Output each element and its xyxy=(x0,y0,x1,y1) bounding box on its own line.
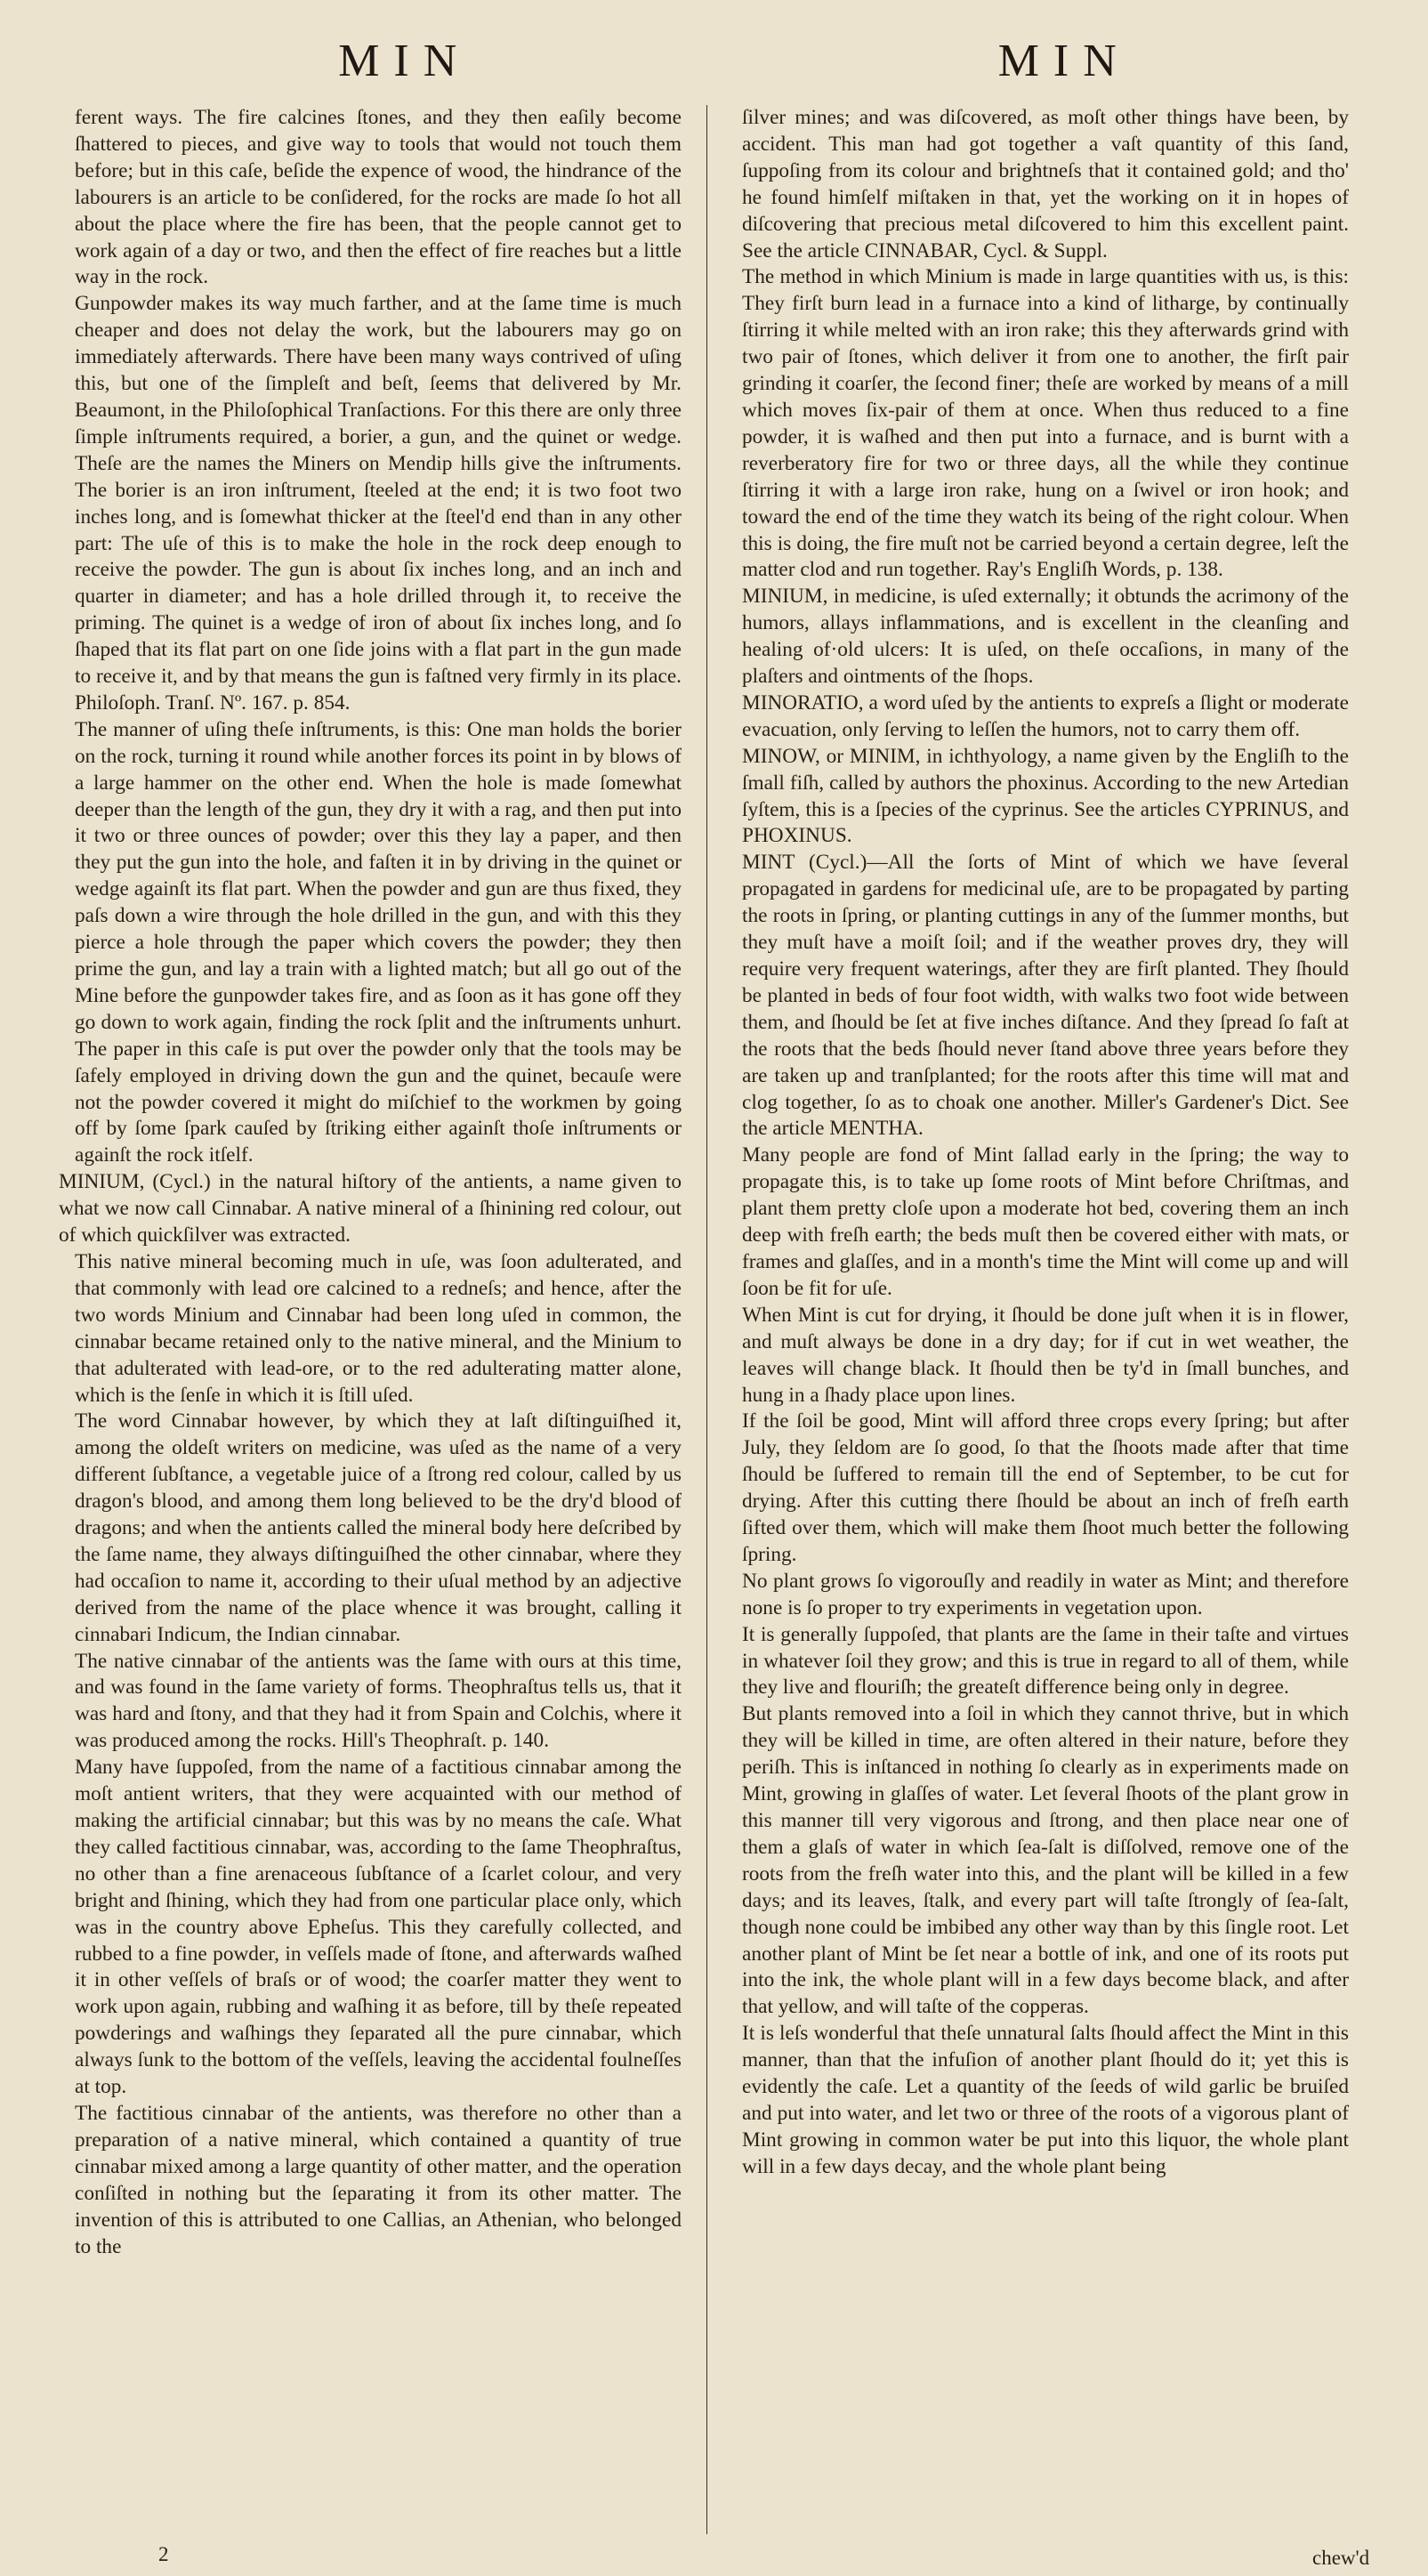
paragraph: If the ſoil be good, Mint will afford three crops every ſpring; but after July, they ſeldom are ſo good, ſo that the ſhoots made after that time ſhould be ſuffered to remain till the end of September, to be cut for drying. After this cutting there ſhould be about an inch of freſh earth ſifted over them, which will make them ſhoot much better the following ſpring. xyxy=(742,1409,1349,1566)
paragraph: This native mineral becoming much in uſe, was ſoon adulterated, and that commonly with lead ore calcined to a redneſs; and hence, after the two words Minium and Cinnabar had been long uſed in common, the cinnabar became retained only to the native mineral, and the Minium to that adulterated with lead-ore, or to the red adulterating matter alone, which is the ſenſe in which it is ſtill uſed. xyxy=(75,1249,682,1407)
entry-minium: MINIUM, (Cycl.) in the natural hiſtory of the antients, a name given to what we now call Cinnabar. A native mineral of a ſhinining red colour, out of which quickſilver was extracted. xyxy=(59,1170,682,1248)
entry-minow: MINOW, or MINIM, in ichthyology, a name given by the Engliſh to the ſmall fiſh, called by authors the phoxinus. According to the new Artedian ſyſtem, this is a ſpecies of the cyprinus. See the articles CYPRINUS, and PHOXINUS. xyxy=(742,744,1349,848)
paragraph: But plants removed into a ſoil in which they cannot thrive, but in which they will be killed in time, are often altered in their nature, before they periſh. This is inſtanced in nothing ſo clearly as in experiments made on Mint, growing in glaſſes of water. Let ſeveral ſhoots of the plant grow in this manner till very vigorous and ſtrong, and then place near one of them a glaſs of water in which ſea-ſalt is diſſolved, remove one of the roots from the freſh water into this, and the plant will be killed in a few days; and its leaves, ſtalk, and every part will taſte ſtrongly of ſea-ſalt, though none could be imbibed any other way than by this ſingle root. Let another plant of Mint be ſet near a bottle of ink, and one of its roots put into the ink, the whole plant will in a few days become black, and after that yellow, and will taſte of the copperas. xyxy=(742,1702,1349,2019)
text-columns xyxy=(59,105,1394,2534)
right-column xyxy=(742,105,1349,2534)
paragraph: Gunpowder makes its way much farther, and at the ſame time is much cheaper and does not delay the work, but the labourers may go on immediately afterwards. There have been many ways contrived of uſing this, but one of the ſimpleſt and beſt, ſeems that delivered by Mr. Beaumont, in the Philoſophical Tranſactions. For this there are only three ſimple inſtruments required, a borier, a gun, and the quinet or wedge. Theſe are the names the Miners on Mendip hills give the inſtruments. The borier is an iron inſtrument, ſteeled at the end; it is two foot two inches long, and is ſomewhat thicker at the ſteel'd end than in any other part: The uſe of this is to make the hole in the rock deep enough to receive the powder. The gun is about ſix inches long, and an inch and quarter in diameter; and has a hole drilled through it, to receive the priming. The quinet is a wedge of iron of about ſix inches long, and ſo ſhaped that its flat part on one ſide joins with a flat part in the gun made to receive it, and by that means the gun is faſtned very firmly in its place. Philoſoph. Tranſ. Nº. 167. p. 854. xyxy=(75,292,682,715)
catchword: chew'd xyxy=(1312,2547,1370,2569)
paragraph: The factitious cinnabar of the antients, was therefore no other than a preparation of a native mineral, which contained a quantity of true cinnabar mixed among a large quantity of other matter, and the operation conſiſted in nothing but the ſeparating it from its other matter. The invention of this is attributed to one Callias, an Athenian, who belonged to the xyxy=(75,2101,682,2258)
paragraph: No plant grows ſo vigorouſly and readily in water as Mint; and therefore none is ſo proper to try experiments in vegetation upon. xyxy=(742,1569,1349,1619)
paragraph: ſilver mines; and was diſcovered, as moſt other things have been, by accident. This man had got together a vaſt quantity of this ſand, ſuppoſing from its colour and brightneſs that it contained gold; and tho' he found himſelf miſtaken in that, yet the working on it in hopes of diſcovering that precious metal diſcovered to him this excellent paint. See the article CINNABAR, Cycl. & Suppl. xyxy=(742,106,1349,262)
running-header xyxy=(75,32,1394,91)
paragraph: The native cinnabar of the antients was the ſame with ours at this time, and was found in the ſame variety of forms. Theophraſtus tells us, that it was hard and ſtony, and that they had it from Spain and Colchis, where it was produced among the rocks. Hill's Theophraſt. p. 140. xyxy=(75,1649,682,1753)
entry-minoratio: MINORATIO, a word uſed by the antients to expreſs a ſlight or moderate evacuation, only ſerving to leſſen the humors, not to carry them off. xyxy=(742,690,1349,741)
entry-minium-medicine: MINIUM, in medicine, is uſed externally; it obtunds the acrimony of the humors, allays inflammations, and is excellent in the cleanſing and healing of·old ulcers: It is uſed, on theſe occaſions, in many of the plaſters and ointments of the ſhops. xyxy=(742,585,1349,689)
paragraph: Many people are fond of Mint ſallad early in the ſpring; the way to propagate this, is to take up ſome roots of Mint before Chriſtmas, and plant them pretty cloſe upon a moderate hot bed, covering them an inch deep with freſh earth; the beds muſt then be covered either with mats, or frames and glaſſes, and in a month's time the Mint will come up and will ſoon be fit for uſe. xyxy=(742,1143,1349,1300)
paragraph: The manner of uſing theſe inſtruments, is this: One man holds the borier on the rock, turning it round while another forces its point in by blows of a large hammer on the other end. When the hole is made ſomewhat deeper than the length of the gun, they dry it with a rag, and then put into it two or three ounces of powder; over this they lay a paper, and then they put the gun into the hole, and faſten it in by driving in the quinet or wedge againſt its flat part. When the powder and gun are thus fixed, they paſs down a wire through the hole drilled in the gun, and with this they pierce a hole through the paper which covers the powder; they then prime the gun, and lay a train with a lighted match; but all go out of the Mine before the gunpowder takes fire, and as ſoon as it has gone off they go down to work again, finding the rock ſplit and the inſtruments unhurt. The paper in this caſe is put over the powder only that the tools may be ſafely employed in driving down the gun and the quinet, becauſe were not the powder covered it might do miſchief to the workmen by going off by ſome ſpark cauſed by ſtriking either againſt thoſe inſtruments or againſt the rock itſelf. xyxy=(75,717,682,1167)
running-head-right: MIN xyxy=(997,36,1131,86)
paragraph: It is generally ſuppoſed, that plants are the ſame in their taſte and virtues in whatever ſoil they grow; and this is true in regard to all of them, while they live and flouriſh; the greateſt difference being only in degree. xyxy=(742,1622,1349,1700)
page-number: 2 xyxy=(158,2543,169,2565)
paragraph: When Mint is cut for drying, it ſhould be done juſt when it is in flower, and muſt always be done in a dry day; for if cut in wet weather, the leaves will change black. It ſhould then be ty'd in ſmall bunches, and hung in a ſhady place upon lines. xyxy=(742,1303,1349,1407)
paragraph: The word Cinnabar however, by which they at laſt diſtinguiſhed it, among the oldeſt writers on medicine, was uſed as the name of a very different ſubſtance, a vegetable juice of a ſtrong red colour, called by us dragon's blood, and among them long believed to be the dry'd blood of dragons; and when the antients called the mineral body here deſcribed by the ſame name, they always diſtinguiſhed the other cinnabar, where they had occaſion to name it, according to their uſual method by an adjective derived from the name of the place whence it was brought, calling it cinnabari Indicum, the Indian cinnabar. xyxy=(75,1409,682,1646)
entry-mint: MINT (Cycl.)—All the ſorts of Mint of which we have ſeveral propagated in gardens for medicinal uſe, are to be propagated by parting the roots in ſpring, or planting cuttings in any of the ſummer months, but they muſt have a moiſt ſoil; and if the weather proves dry, they will require very frequent waterings, after they are firſt planted. They ſhould be planted in beds of four foot width, with walks two foot wide between them, and ſhould be ſet at five inches diſtance. And they ſpread ſo faſt at the roots that the beds ſhould never ſtand above three years before they are taken up and tranſplanted; for the roots after this time will mat and clog together, ſo as to choak one another. Miller's Gardener's Dict. See the article MENTHA. xyxy=(742,851,1349,1141)
paragraph: Many have ſuppoſed, from the name of a factitious cinnabar among the moſt antient writers, that they were acquainted with our method of making the artificial cinnabar; but this was by no means the caſe. What they called factitious cinnabar, was, according to the ſame Theophraſtus, no other than a fine arenaceous ſubſtance of a ſcarlet colour, and very bright and ſhining, which they had from one particular place only, which was in the country above Epheſus. This they carefully collected, and rubbed to a fine powder, in veſſels made of ſtone, and afterwards waſhed it in other veſſels of braſs or of wood; the coarſer matter they went to work upon again, rubbing and waſhing it as before, till by theſe repeated powderings and waſhings they ſeparated all the pure cinnabar, which always ſunk to the bottom of the veſſels, leaving the accidental foulneſſes at top. xyxy=(75,1756,682,2099)
left-column xyxy=(59,105,682,2534)
paragraph: It is leſs wonderful that theſe unnatural ſalts ſhould affect the Mint in this manner, than that the infuſion of another plant ſhould do it; yet this is evidently the caſe. Let a quantity of the ſeeds of wild garlic be bruiſed and put into water, and let two or three of the roots of a vigorous plant of Mint growing in common water be put into this liquor, the whole plant will in a few days decay, and the whole plant being xyxy=(742,2022,1349,2178)
running-head-left: MIN xyxy=(338,36,472,86)
paragraph: The method in which Minium is made in large quantities with us, is this: They firſt burn lead in a furnace into a kind of litharge, by continually ſtirring it while melted with an iron rake; this they afterwards grind with two pair of ſtones, which deliver it from one to another, the firſt pair grinding it coarſer, the ſecond finer; theſe are worked by means of a mill which moves ſix-pair of them at once. When thus reduced to a fine powder, it is waſhed and then put into a furnace, and is burnt with a reverberatory fire for two or three days, all the while they continue ſtirring it with a large iron rake, hung on a ſwivel or iron hook; and toward the end of the time they watch its being of the right colour. When this is doing, the fire muſt not be carried beyond a certain degree, leſt the matter clod and run together. Ray's Engliſh Words, p. 138. xyxy=(742,265,1349,582)
column-rule xyxy=(706,105,717,2534)
paragraph: ferent ways. The fire calcines ſtones, and they then eaſily become ſhattered to pieces, and give way to tools that would not touch them before; but in this caſe, beſide the expence of wood, the hindrance of the labourers is an article to be conſidered, for the rocks are made ſo hot all about the place where the fire has been, that the people cannot get to work again of a day or two, and then the effect of fire reaches but a little way in the rock. xyxy=(75,106,682,289)
